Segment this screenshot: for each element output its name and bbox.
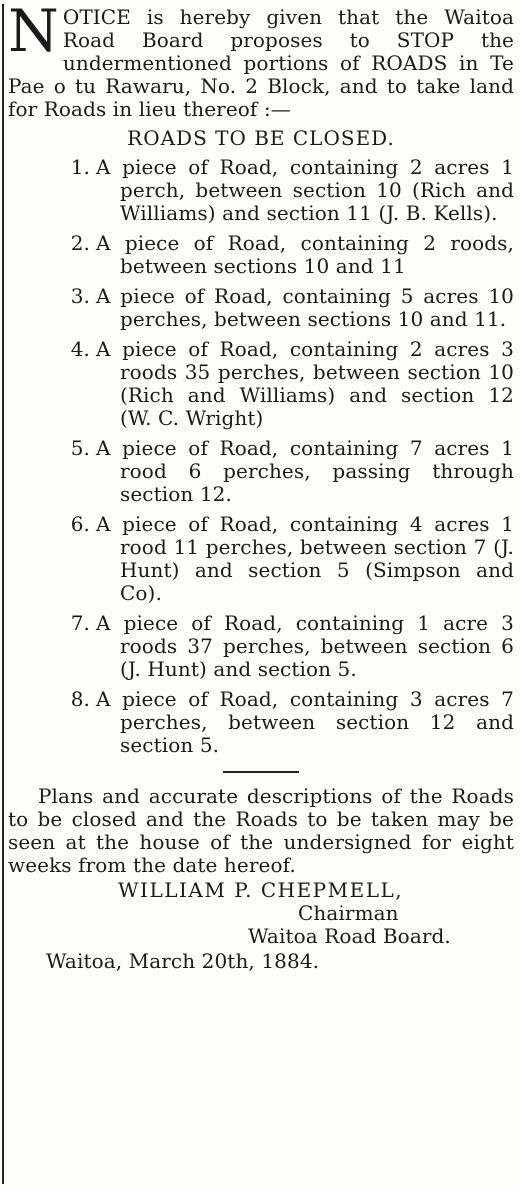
dateline: Waitoa, March 20th, 1884. [46,949,320,973]
list-item [8,437,514,506]
list-item [8,156,514,225]
item-text: A piece of Road, containing 3 acres 7 perches, between section 12 and section 5. [96,687,514,757]
signatory-title: Chairman [298,901,399,925]
list-item [8,338,514,430]
roads-list [8,156,514,757]
item-text: A piece of Road, containing 4 acres 1 rood 11 perches, between section 7 (J. Hunt) and section 5 (Simpson and Co). [96,512,514,605]
divider-rule [223,771,299,773]
list-item [8,232,514,278]
item-text: A piece of Road, containing 7 acres 1 rood 6 perches, passing through section 12. [96,436,514,506]
column-rule [2,4,4,1184]
item-number: 4. [70,337,90,361]
notice-paragraph [8,0,514,121]
signatory-name: WILLIAM P. CHEPMELL, [118,878,404,902]
item-number: 2. [70,231,90,255]
notice-content [8,0,514,973]
signatory-organization: Waitoa Road Board. [248,924,451,948]
section-heading: ROADS TO BE CLOSED. [127,126,395,150]
item-text: A piece of Road, containing 5 acres 10 perches, between sections 10 and 11. [96,284,514,331]
list-item [8,285,514,331]
item-text: A piece of Road, containing 2 acres 3 roods 35 perches, between section 10 (Rich and Williams) and section 12 (W. C. Wright) [96,337,514,430]
list-item [8,612,514,681]
plans-paragraph: Plans and accurate descriptions of the Roads to be closed and the Roads to be taken may be seen at the house of the undersigned for eight weeks from the date hereof. [8,784,514,877]
item-text: A piece of Road, containing 2 roods, between sections 10 and 11 [96,231,514,278]
drop-cap: N [8,0,59,65]
item-number: 5. [70,436,90,460]
list-item [8,513,514,605]
item-number: 3. [70,284,90,308]
item-number: 7. [70,611,90,635]
item-text: A piece of Road, containing 2 acres 1 perch, between section 10 (Rich and Williams) and section 11 (J. B. Kells). [96,155,514,225]
item-number: 8. [70,687,90,711]
list-item [8,688,514,757]
item-text: A piece of Road, containing 1 acre 3 roods 37 perches, between section 6 (J. Hunt) and section 5. [96,611,514,681]
item-number: 6. [70,512,90,536]
item-number: 1. [70,155,90,179]
notice-body: OTICE is hereby given that the Waitoa Road Board proposes to STOP the undermentioned portions of ROADS in Te Pae o tu Rawaru, No. 2 Block, and to take land for Roads in lieu thereof :— [8,5,514,121]
